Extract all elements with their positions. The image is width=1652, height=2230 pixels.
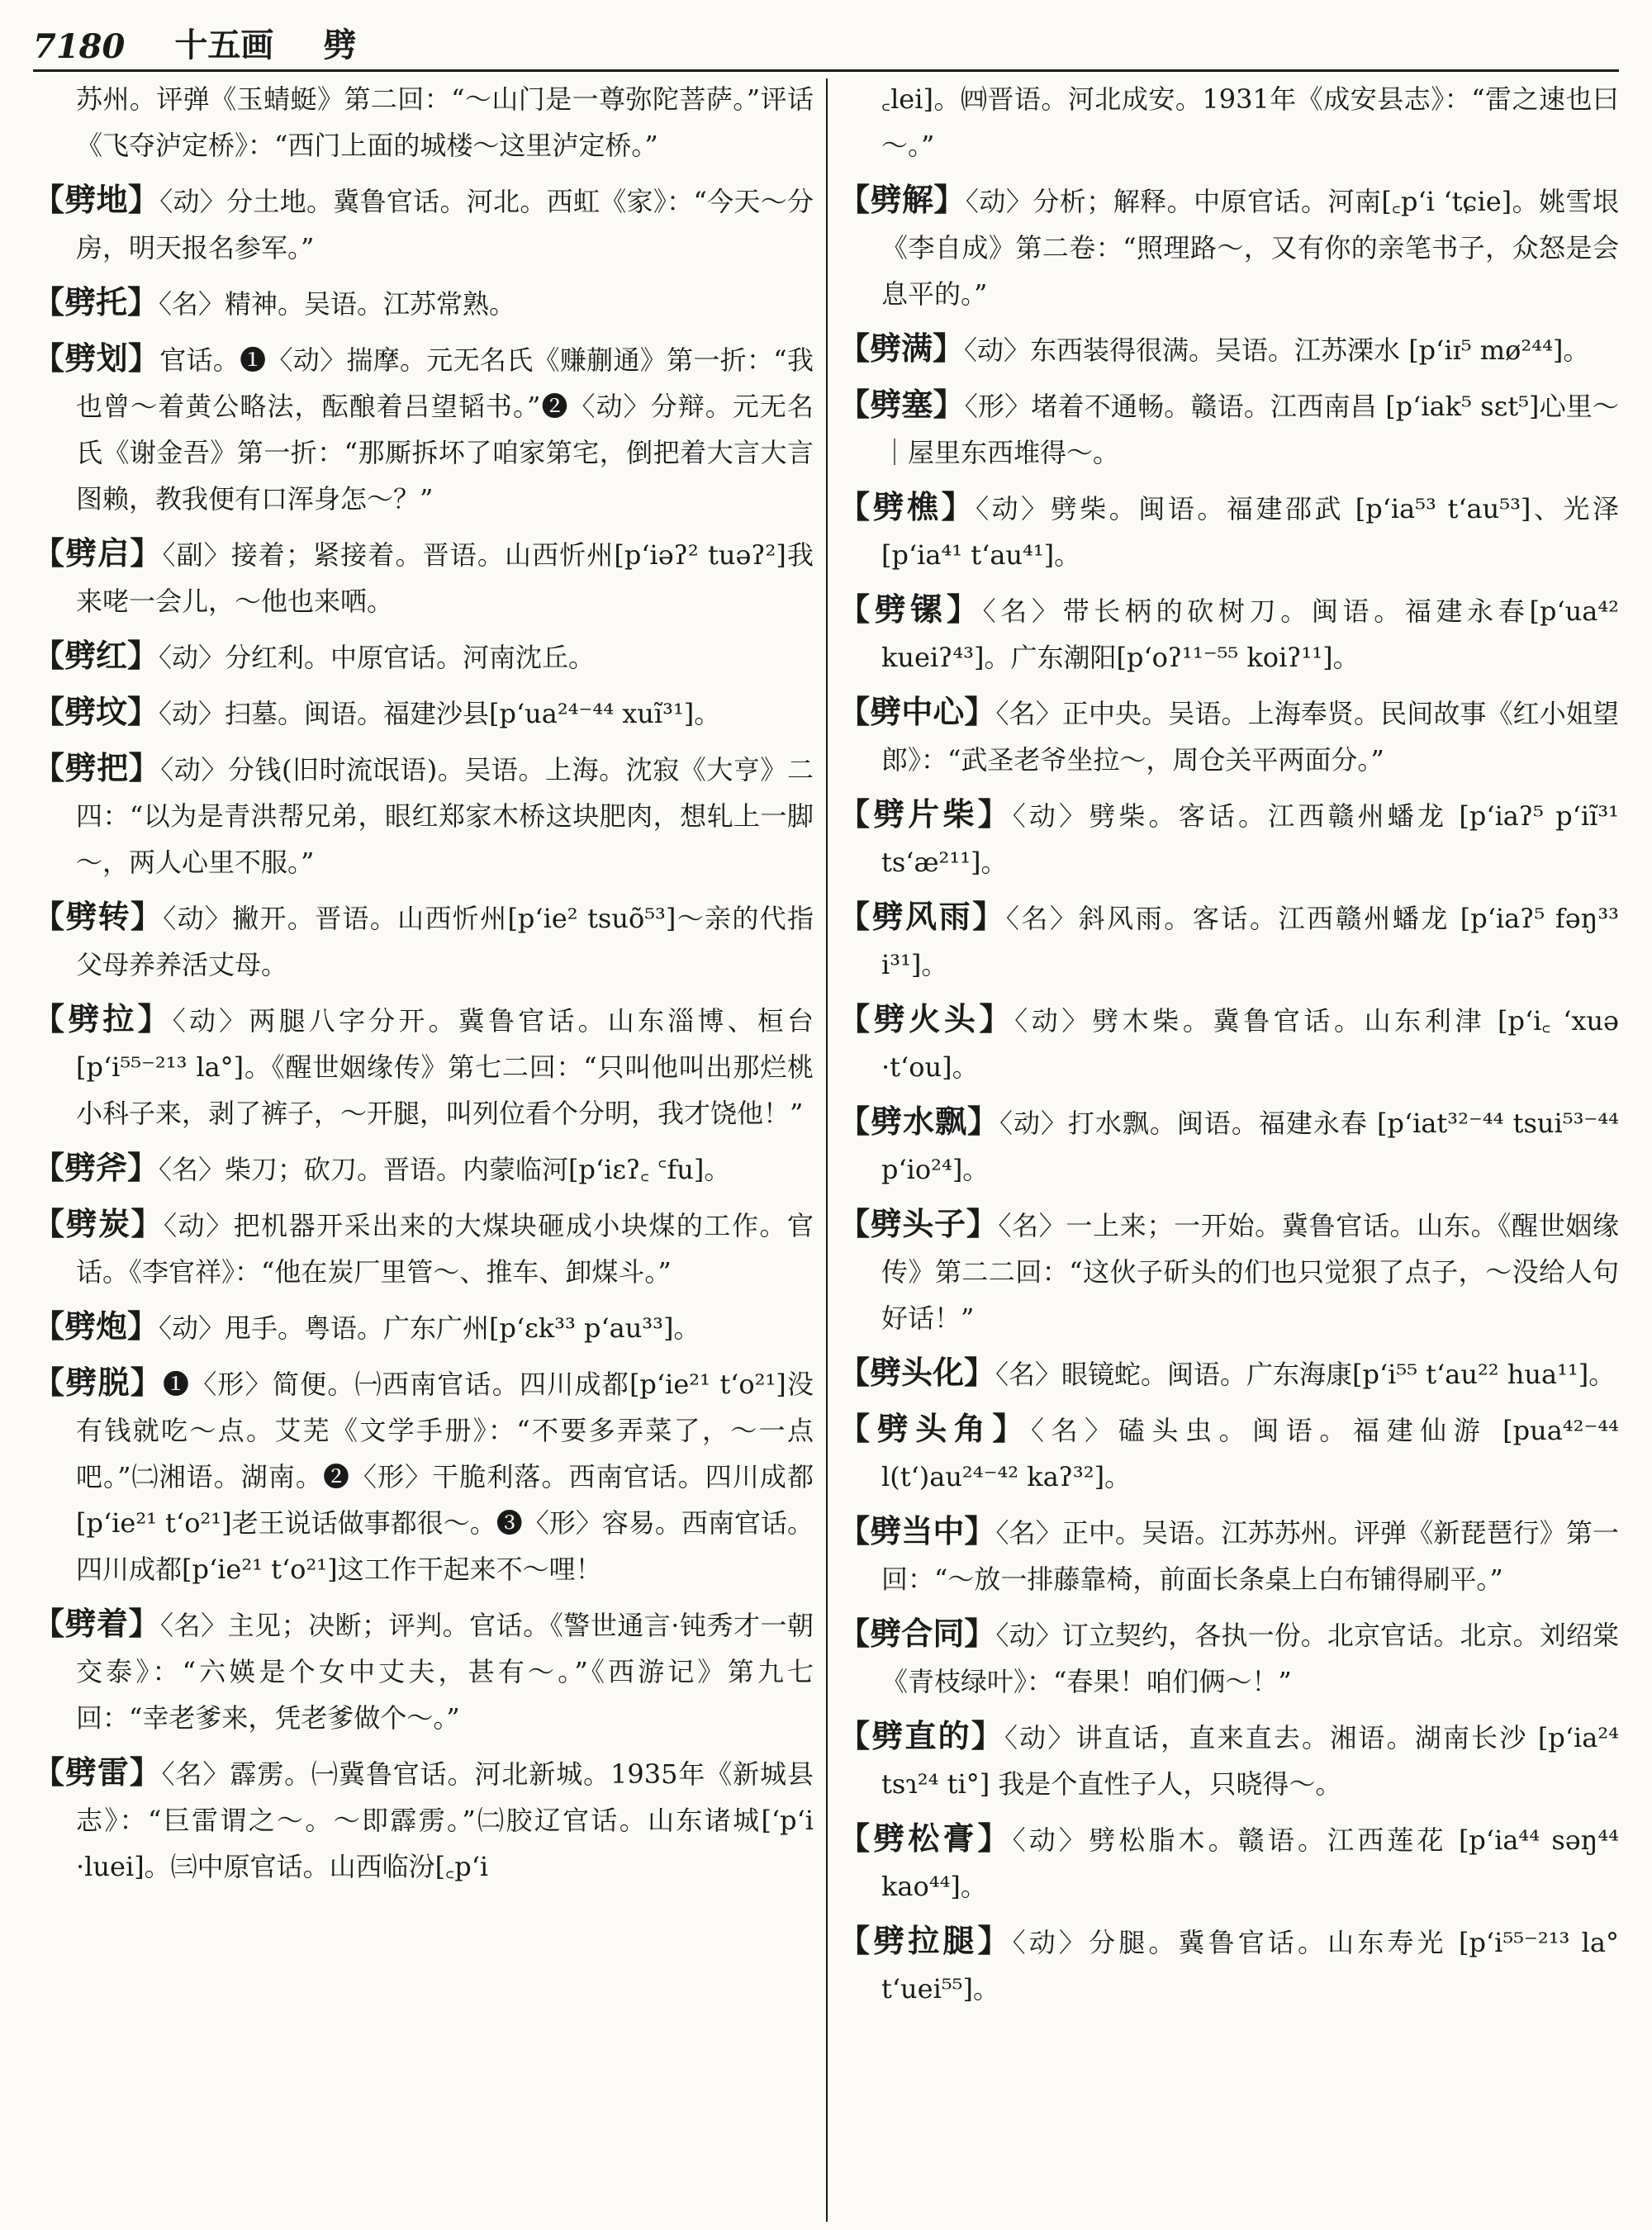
- dictionary-entry: [838, 177, 1619, 317]
- dictionary-entry: [838, 1508, 1619, 1602]
- entry-headword: 【劈把】: [33, 749, 161, 786]
- entry-headword: 【劈镙】: [838, 591, 983, 628]
- dictionary-entry: [33, 1749, 814, 1890]
- entry-headword: 【劈炭】: [33, 1205, 164, 1242]
- dictionary-entry: [838, 1611, 1619, 1705]
- stroke-section: 十五画: [174, 26, 274, 64]
- dictionary-entry: [33, 177, 814, 271]
- entry-headword: 【劈转】: [33, 898, 164, 935]
- dictionary-entry: [838, 325, 1619, 373]
- entry-definition: 〈动〉撇开。晋语。山西忻州[pʻie² tsuõ⁵³]～亲的代指父母养养活丈母。: [76, 903, 814, 980]
- entry-definition: ❶〈形〉简便。㈠西南官话。四川成都[pʻie²¹ tʻo²¹]没有钱就吃～点。艾芜《文学手册》：“不要多弄菜了，～一点吧。”㈡湘语。湖南。❷〈形〉干脆利落。西南官话。四川成都[pʻie²¹ tʻo²¹]老王说话做事都很～。❸〈形〉容易。西南官话。四川成都[pʻie²¹ tʻo²¹]这工作干起来不～哩！: [76, 1369, 814, 1585]
- right-entries: [838, 177, 1619, 2012]
- entry-definition: 〈动〉劈木柴。冀鲁官话。山东利津 [pʻi꜀ ʻxuə ·tʻou]。: [881, 1005, 1619, 1083]
- entry-headword: 【劈红】: [33, 637, 159, 674]
- entry-definition: 〈动〉分土地。冀鲁官话。河北。西虹《家》：“今天～分房，明天报名参军。”: [76, 186, 814, 263]
- entry-headword: 【劈炮】: [33, 1307, 159, 1345]
- entry-headword: 【劈坟】: [33, 693, 159, 730]
- entry-headword: 【劈解】: [838, 181, 966, 218]
- dictionary-entry: [33, 335, 814, 522]
- entry-definition: 〈形〉堵着不通畅。赣语。江西南昌 [pʻiak⁵ sɛt⁵]心里～｜屋里东西堆得～。: [881, 391, 1619, 468]
- entry-definition: 〈名〉一上来；一开始。冀鲁官话。山东。《醒世姻缘传》第二二回：“这伙子斫头的们也只觉狠了点子，～没给人句好话！”: [881, 1210, 1619, 1334]
- dictionary-entry: [33, 279, 814, 327]
- entry-definition: 〈名〉正中。吴语。江苏苏州。评弹《新琵琶行》第一回：“～放一排藤靠椅，前面长条桌上白布铺得刷平。”: [881, 1517, 1619, 1595]
- entry-headword: 【劈塞】: [838, 386, 965, 423]
- entry-definition: 〈名〉精神。吴语。江苏常熟。: [159, 288, 516, 320]
- entry-definition: 〈动〉甩手。粤语。广东广州[pʻɛk³³ pʻau³³]。: [159, 1312, 700, 1344]
- entry-headword: 【劈合同】: [838, 1615, 996, 1652]
- dictionary-entry: [33, 1601, 814, 1741]
- dictionary-entry: [33, 1201, 814, 1295]
- entry-definition: 〈动〉东西装得很满。吴语。江苏溧水 [pʻiɪ⁵ mø²⁴⁴]。: [964, 334, 1590, 366]
- dictionary-entry: [33, 1145, 814, 1193]
- entry-definition: 〈名〉斜风雨。客话。江西赣州蟠龙 [pʻiaʔ⁵ fəŋ³³ i³¹]。: [881, 903, 1619, 980]
- entry-headword: 【劈拉】: [33, 1000, 173, 1037]
- entry-headword: 【劈雷】: [33, 1753, 162, 1791]
- entry-headword: 【劈头子】: [838, 1205, 999, 1242]
- dictionary-entry: [33, 530, 814, 624]
- entry-definition: 〈名〉正中央。吴语。上海奉贤。民间故事《红小姐望郎》：“武圣老爷坐拉～，周仓关平两面分。”: [881, 698, 1619, 776]
- dictionary-entry: [33, 633, 814, 681]
- column-divider: [826, 78, 828, 2222]
- entry-definition: 〈动〉劈柴。客话。江西赣州蟠龙 [pʻiaʔ⁵ pʻiĩ³¹ tsʻæ²¹¹]。: [881, 800, 1619, 878]
- entry-definition: 〈动〉分析；解释。中原官话。河南[꜀pʻi ʻtɕie]。姚雪垠《李自成》第二卷：“照理路～，又有你的亲笔书子，众怒是会息平的。”: [881, 186, 1619, 310]
- entry-definition: 〈动〉劈柴。闽语。福建邵武 [pʻia⁵³ tʻau⁵³]、光泽[pʻia⁴¹ tʻau⁴¹]。: [881, 493, 1619, 571]
- dictionary-entry: [838, 1815, 1619, 1910]
- entry-definition: 〈动〉订立契约，各执一份。北京官话。北京。刘绍棠《青枝绿叶》：“春果！咱们俩～！”: [881, 1620, 1619, 1697]
- dictionary-entry: [838, 586, 1619, 681]
- entry-definition: 〈动〉讲直话，直来直去。湘语。湖南长沙 [pʻia²⁴ tsɿ²⁴ ti°] 我是个直性子人，只晓得～。: [881, 1722, 1619, 1800]
- entry-definition: 〈动〉打水飘。闽语。福建永春 [pʻiat³²⁻⁴⁴ tsui⁵³⁻⁴⁴ pʻio²⁴]。: [881, 1108, 1619, 1185]
- dictionary-entry: [33, 745, 814, 885]
- entry-definition: 〈副〉接着；紧接着。晋语。山西忻州[pʻiəʔ² tuəʔ²]我来咾一会儿，～他也来哂。: [76, 539, 814, 617]
- entry-headword: 【劈直的】: [838, 1717, 1004, 1754]
- entry-definition: 〈动〉分钱(旧时流氓语)。吴语。上海。沈寂《大亨》二四：“以为是青洪帮兄弟，眼红郑家木桥这块肥肉，想轧上一脚～，两人心里不服。”: [76, 754, 814, 878]
- entry-headword: 【劈风雨】: [838, 898, 1006, 935]
- entry-definition: 〈动〉扫墓。闽语。福建沙县[pʻua²⁴⁻⁴⁴ xuĩ³¹]。: [159, 698, 721, 729]
- entry-headword: 【劈火头】: [838, 1000, 1015, 1037]
- dictionary-entry: [838, 1098, 1619, 1193]
- dictionary-entry: [33, 996, 814, 1136]
- dictionary-entry: [838, 791, 1619, 885]
- entry-headword: 【劈水飘】: [838, 1103, 999, 1140]
- entry-definition: 官话。❶〈动〉揣摩。元无名氏《赚蒯通》第一折：“我也曾～着黄公略法，酝酿着吕望韬书。”❷〈动〉分辩。元无名氏《谢金吾》第一折：“那厮拆坏了咱家第宅，倒把着大言大言图赖，教我便有口浑身怎～？”: [76, 344, 814, 515]
- page-header: [33, 13, 1619, 66]
- entry-definition: 〈动〉把机器开采出来的大煤块砸成小块煤的工作。官话。《李官祥》：“他在炭厂里管～、推车、卸煤斗。”: [76, 1210, 814, 1288]
- entry-headword: 【劈地】: [33, 181, 160, 218]
- continuation-text: ꜀lei]。㈣晋语。河北成安。1931年《成安县志》：“雷之速也曰～。”: [881, 83, 1619, 161]
- entry-headword: 【劈樵】: [838, 488, 976, 525]
- entry-definition: 〈名〉柴刀；砍刀。晋语。内蒙临河[pʻiɛʔ꜀ ꜂fu]。: [159, 1154, 731, 1185]
- entry-definition: 〈名〉磕头虫。闽语。福建仙游 [pua⁴²⁻⁴⁴ l(tʻ)au²⁴⁻⁴² kaʔ³²]。: [881, 1415, 1619, 1492]
- right-column: [838, 76, 1619, 2222]
- entry-definition: 〈动〉分红利。中原官话。河南沈丘。: [159, 642, 596, 673]
- entry-headword: 【劈划】: [33, 339, 160, 377]
- entry-headword: 【劈启】: [33, 534, 163, 572]
- header-character: 劈: [323, 26, 357, 64]
- entry-headword: 【劈片柴】: [838, 795, 1013, 833]
- entry-headword: 【劈托】: [33, 283, 159, 320]
- continuation-text: 苏州。评弹《玉蜻蜓》第二回：“～山门是一尊弥陀菩萨。”评话《飞夺泸定桥》：“西门上面的城楼～这里泸定桥。”: [76, 83, 814, 161]
- entry-headword: 【劈脱】: [33, 1364, 163, 1401]
- entry-headword: 【劈拉腿】: [838, 1922, 1013, 1959]
- dictionary-entry: [838, 1406, 1619, 1500]
- entry-headword: 【劈中心】: [838, 693, 996, 730]
- entry-definition: 〈名〉眼镜蛇。闽语。广东海康[pʻi⁵⁵ tʻau²² hua¹¹]。: [995, 1359, 1616, 1390]
- dictionary-entry: [838, 484, 1619, 578]
- dictionary-entry: [33, 894, 814, 988]
- dictionary-entry: [838, 1201, 1619, 1341]
- dictionary-entry: [838, 1918, 1619, 2012]
- dictionary-entry: [838, 894, 1619, 988]
- entry-definition: 〈名〉主见；决断；评判。官话。《警世通言·钝秀才一朝交泰》：“六媖是个女中丈夫，甚有～。”《西游记》第九七回：“幸老爹来，凭老爹做个～。”: [76, 1610, 814, 1734]
- dictionary-entry: [838, 382, 1619, 476]
- dictionary-entry: [33, 1303, 814, 1351]
- entry-headword: 【劈满】: [838, 330, 965, 367]
- entry-headword: 【劈头化】: [838, 1354, 996, 1391]
- entry-definition: 〈动〉分腿。冀鲁官话。山东寿光 [pʻi⁵⁵⁻²¹³ la° tʻuei⁵⁵]。: [881, 1927, 1619, 2005]
- dictionary-entry: [838, 1350, 1619, 1397]
- dictionary-entry: [33, 1359, 814, 1592]
- header-rule: [33, 69, 1619, 72]
- entry-definition: 〈名〉霹雳。㈠冀鲁官话。河北新城。1935年《新城县志》：“巨雷谓之～。～即霹雳。”㈡胶辽官话。山东诸城[ʻpʻi ·luei]。㈢中原官话。山西临汾[꜀pʻi: [76, 1758, 814, 1882]
- entry-definition: 〈名〉带长柄的砍树刀。闽语。福建永春[pʻua⁴² kueiʔ⁴³]。广东潮阳[pʻoʔ¹¹⁻⁵⁵ koiʔ¹¹]。: [881, 595, 1619, 673]
- entry-headword: 【劈头角】: [838, 1410, 1031, 1447]
- dictionary-entry: [838, 1713, 1619, 1807]
- entry-headword: 【劈当中】: [838, 1512, 996, 1549]
- entry-headword: 【劈斧】: [33, 1149, 159, 1186]
- entry-headword: 【劈着】: [33, 1605, 161, 1642]
- dictionary-entry: [33, 689, 814, 737]
- dictionary-entry: [838, 996, 1619, 1090]
- entry-definition: 〈动〉劈松脂木。赣语。江西莲花 [pʻia⁴⁴ səŋ⁴⁴ kao⁴⁴]。: [881, 1824, 1619, 1902]
- entry-headword: 【劈松膏】: [838, 1820, 1013, 1857]
- page-number: 7180: [33, 27, 126, 66]
- left-column: [33, 76, 814, 2222]
- dictionary-entry: [838, 689, 1619, 783]
- entry-definition: 〈动〉两腿八字分开。冀鲁官话。山东淄博、桓台[pʻi⁵⁵⁻²¹³ la°]。《醒世姻缘传》第七二回：“只叫他叫出那烂桃小科子来，剥了裤子，～开腿，叫列位看个分明，我才饶他！”: [76, 1005, 814, 1129]
- left-entries: [33, 177, 814, 1890]
